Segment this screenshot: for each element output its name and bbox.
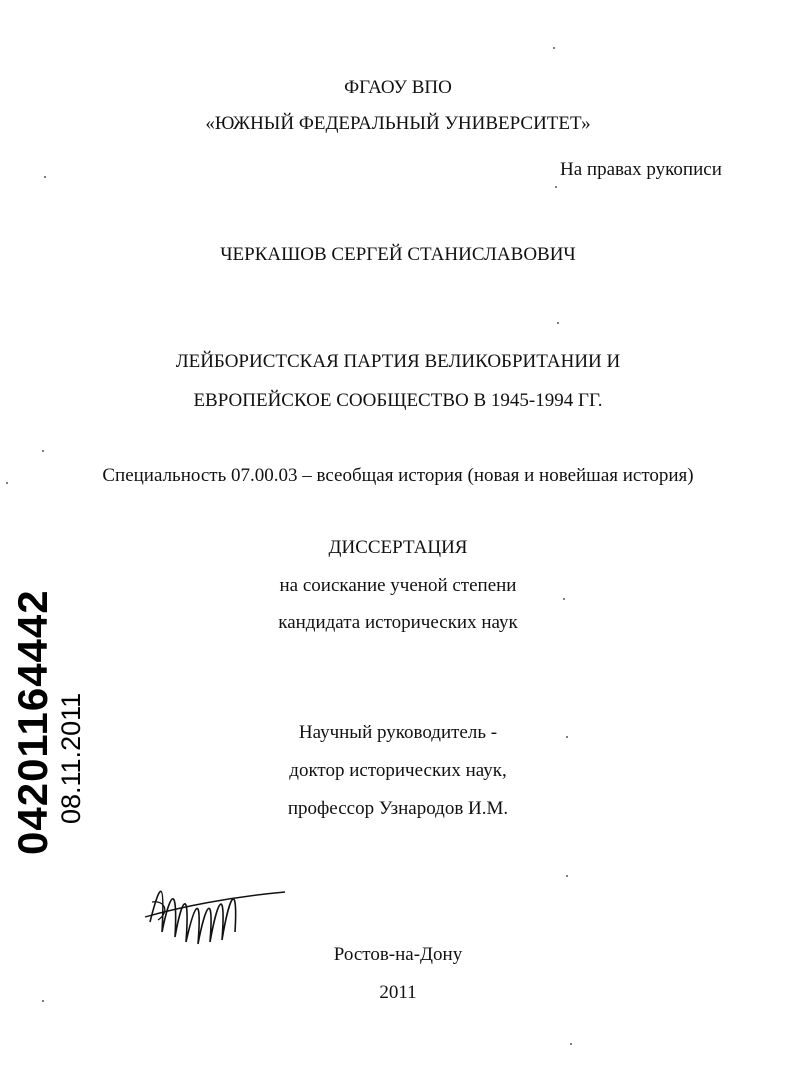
title-line-2: ЕВРОПЕЙСКОЕ СООБЩЕСТВО В 1945-1994 ГГ. — [193, 390, 603, 411]
organization-abbrev: ФГАОУ ВПО — [344, 77, 452, 98]
university-name: «ЮЖНЫЙ ФЕДЕРАЛЬНЫЙ УНИВЕРСИТЕТ» — [205, 113, 591, 134]
signature-image — [140, 862, 290, 952]
manuscript-note: На правах рукописи — [560, 159, 722, 180]
degree-line-2: кандидата исторических наук — [278, 612, 518, 633]
scan-speck — [557, 322, 559, 324]
author-name: ЧЕРКАШОВ СЕРГЕЙ СТАНИСЛАВОВИЧ — [220, 244, 576, 265]
year: 2011 — [379, 982, 417, 1003]
scan-speck — [6, 482, 8, 484]
city: Ростов-на-Дону — [333, 944, 463, 965]
scan-speck — [566, 875, 568, 877]
scan-speck — [566, 736, 568, 738]
title-line-1: ЛЕЙБОРИСТСКАЯ ПАРТИЯ ВЕЛИКОБРИТАНИИ И — [175, 351, 621, 372]
advisor-line-3: профессор Узнародов И.М. — [287, 798, 509, 819]
advisor-line-1: Научный руководитель - — [298, 722, 498, 743]
scan-speck — [553, 47, 555, 49]
registration-number-stamp: 04201164442 — [9, 589, 56, 855]
scan-speck — [563, 598, 565, 600]
work-type: ДИССЕРТАЦИЯ — [328, 537, 468, 558]
registration-date-stamp: 08.11.2011 — [56, 692, 86, 824]
advisor-line-2: доктор исторических наук, — [289, 760, 507, 781]
scan-speck — [555, 186, 557, 188]
scan-speck — [42, 1000, 44, 1002]
scan-speck — [42, 450, 44, 452]
scan-speck — [570, 1043, 572, 1045]
specialty-line: Специальность 07.00.03 – всеобщая история (новая и новейшая история) — [102, 465, 694, 486]
scan-speck — [44, 176, 46, 178]
degree-line-1: на соискание ученой степени — [279, 575, 517, 596]
